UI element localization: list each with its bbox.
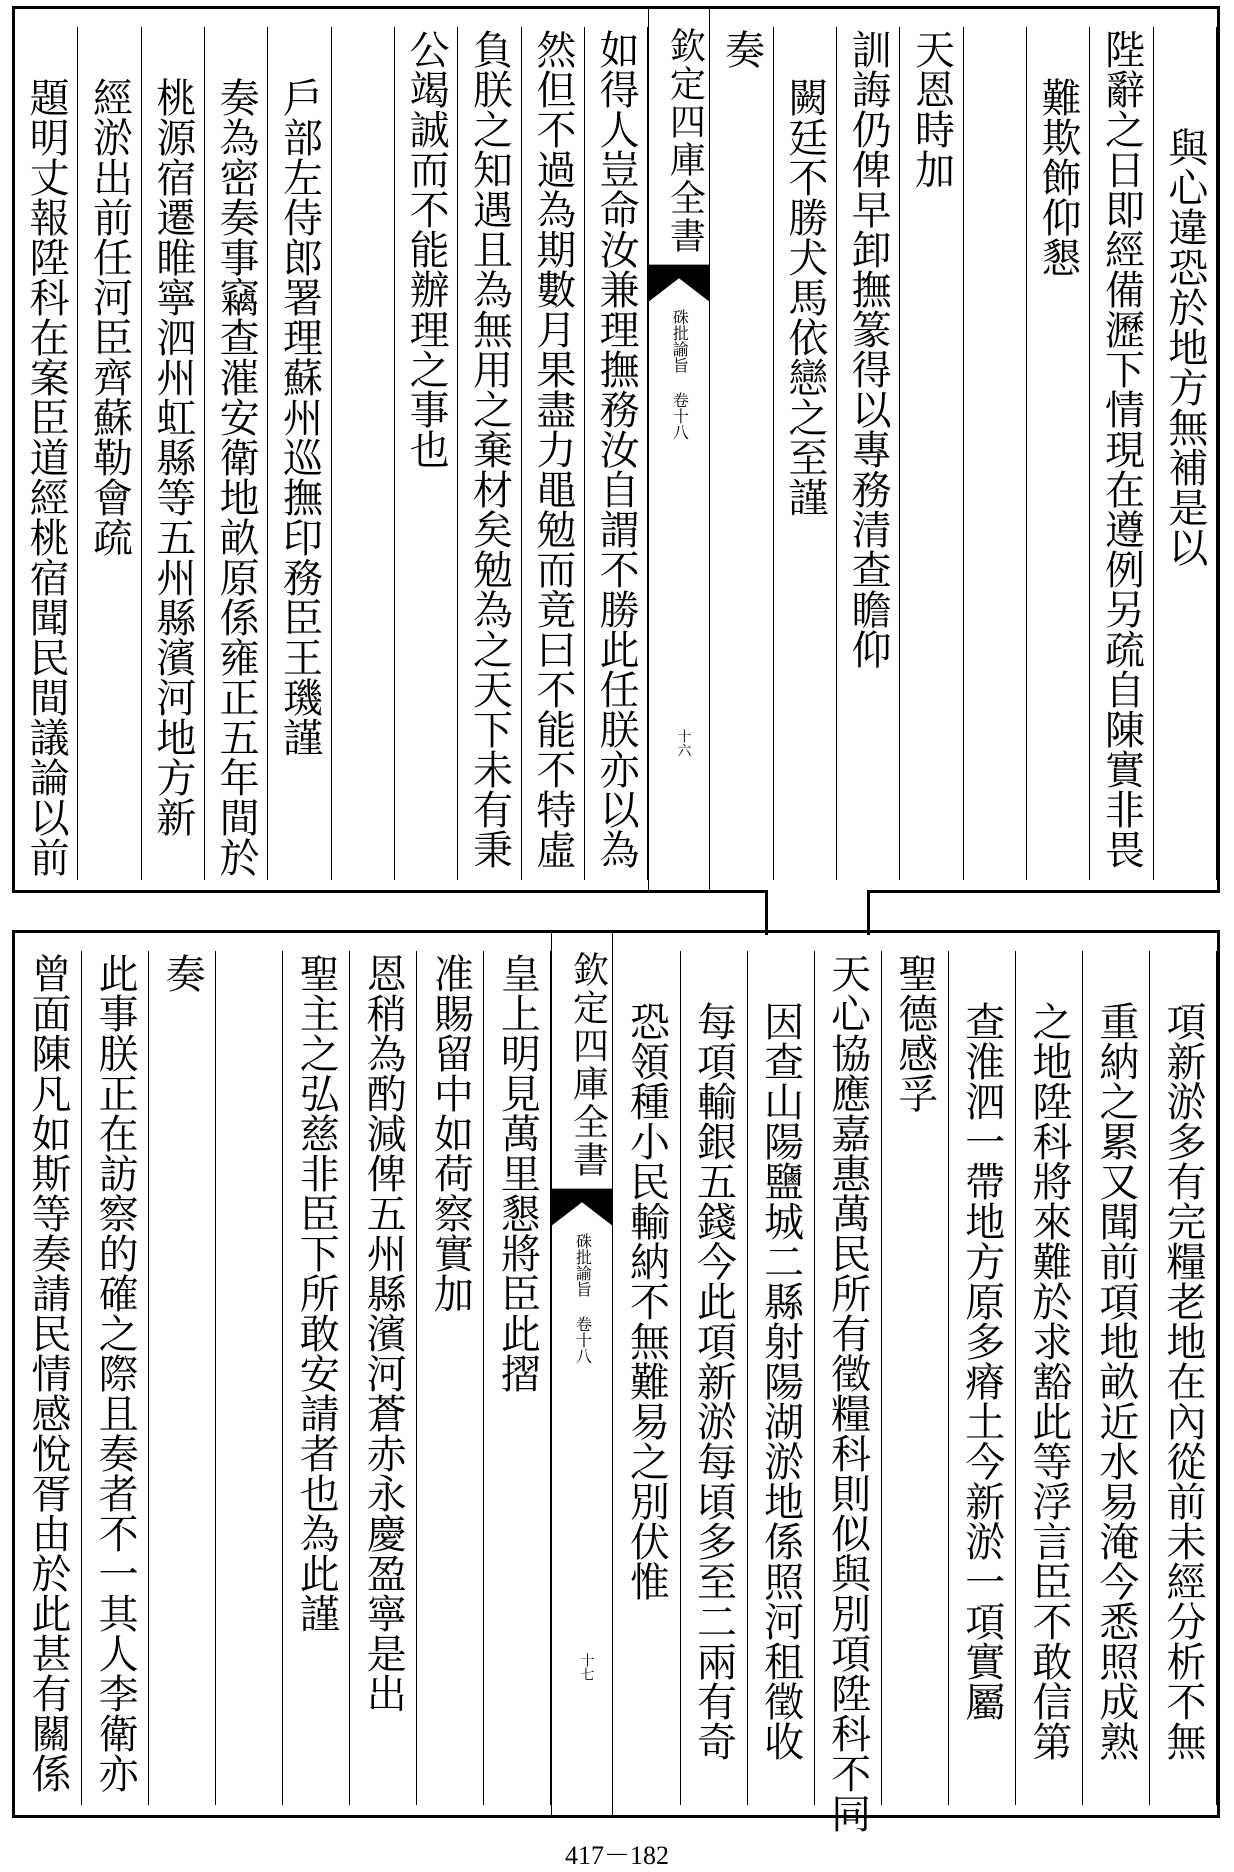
text-column <box>964 27 1027 880</box>
text-column <box>1090 27 1153 880</box>
column-text: 每項輸銀五錢今此項新淤每頃多至二兩有奇 <box>690 1001 737 1761</box>
column-text: 項新淤多有完糧老地在內從前未經分析不無 <box>1159 1001 1206 1761</box>
text-column <box>1154 27 1217 880</box>
text-column <box>205 27 268 880</box>
text-column <box>395 27 458 880</box>
column-text: 與心違恐於地方無補是以 <box>1161 127 1208 567</box>
text-column <box>417 951 484 1805</box>
column-text: 負朕之知遇且為無用之棄材矣勉為之天下未有秉 <box>466 29 513 869</box>
text-column <box>837 27 900 880</box>
text-column <box>882 951 949 1805</box>
bottom-page <box>12 930 1220 1833</box>
text-column <box>484 951 551 1805</box>
column-text: 經淤出前任河臣齊蘇勒會疏 <box>86 77 133 557</box>
column-text: 奏 <box>159 953 206 993</box>
text-column <box>458 27 521 880</box>
column-text: 公竭誠而不能辦理之事也 <box>403 29 450 469</box>
text-column <box>216 951 283 1805</box>
column-text: 准賜留中如荷察實加 <box>427 953 474 1313</box>
column-text: 重納之累又聞前項地畝近水易淹今悉照成熟 <box>1092 1001 1139 1761</box>
text-column <box>283 951 350 1805</box>
column-text: 查淮泗一帶地方原多瘠土今新淤一項實屬 <box>958 1001 1005 1721</box>
column-text: 戶部左侍郎署理蘇州巡撫印務臣王璣謹 <box>276 77 323 757</box>
column-text: 桃源宿遷睢寧泗州虹縣等五州縣濱河地方新 <box>149 77 196 837</box>
column-text: 天心協應嘉惠萬民所有徵糧科則似與別項陞科不同 <box>824 953 871 1833</box>
text-column <box>1150 951 1217 1805</box>
column-text: 陛辭之日即經備瀝下情現在遵例另疏自陳實非畏 <box>1098 29 1145 869</box>
top-page <box>12 6 1220 893</box>
text-column <box>681 951 748 1805</box>
text-column <box>815 951 882 1833</box>
column-text: 曾面陳凡如斯等奏請民情感悅胥由於此甚有關係 <box>25 953 72 1793</box>
text-column <box>15 27 78 880</box>
fish-tail-mark <box>552 1188 612 1228</box>
text-column <box>142 27 205 880</box>
book-title: 欽定四庫全書 <box>664 27 706 255</box>
column-text: 此事朕正在訪察的確之際且奏者不一其人李衛亦 <box>92 953 139 1793</box>
page-number: 417－182 <box>564 1841 669 1870</box>
column-text: 難欺飾仰懇 <box>1035 77 1082 277</box>
text-column <box>268 27 331 880</box>
text-column <box>710 27 773 880</box>
fish-tail-column <box>551 933 613 1815</box>
page-bridge <box>765 890 870 935</box>
column-text: 恩稍為酌減俾五州縣濱河蒼赤永慶盈寧是出 <box>360 953 407 1713</box>
column-text: 奏 <box>718 29 765 69</box>
column-text: 然但不過為期數月果盡力黽勉而竟曰不能不特虛 <box>529 29 576 869</box>
column-text: 奏為密奏事竊查漼安衛地畝原係雍正五年間於 <box>213 77 260 877</box>
text-column <box>774 27 837 880</box>
chapter-title: 硃批諭旨 卷十八 <box>573 1233 593 1364</box>
text-column <box>613 951 680 1805</box>
column-text: 恐領種小民輸納不無難易之別伏惟 <box>623 1001 670 1601</box>
column-text: 因查山陽鹽城二縣射陽湖淤地係照河租徵收 <box>757 1001 804 1761</box>
text-column <box>15 951 82 1805</box>
text-column <box>149 951 216 1805</box>
fish-tail-column <box>648 9 710 890</box>
text-column <box>1083 951 1150 1805</box>
text-column <box>82 951 149 1805</box>
text-column <box>332 27 395 880</box>
leaf-number: 十七 <box>578 1653 595 1681</box>
column-text: 皇上明見萬里懇將臣此摺 <box>494 953 541 1393</box>
text-column <box>1016 951 1083 1805</box>
column-text: 題明丈報陞科在案臣道經桃宿聞民間議論以前 <box>23 77 70 877</box>
column-text: 聖德感孚 <box>891 953 938 1113</box>
text-column <box>748 951 815 1805</box>
column-text: 聖主之弘慈非臣下所敢安請者也為此謹 <box>293 953 340 1633</box>
column-text: 訓誨仍俾早卸撫篆得以專務清查瞻仰 <box>845 29 892 669</box>
text-column <box>522 27 585 880</box>
text-column <box>949 951 1016 1805</box>
column-text: 闕廷不勝犬馬依戀之至謹 <box>781 77 828 517</box>
leaf-number: 十六 <box>675 729 692 757</box>
column-text: 之地陞科將來難於求豁此等浮言臣不敢信第 <box>1025 1001 1072 1761</box>
column-text: 天恩時加 <box>908 29 955 189</box>
text-column <box>900 27 963 880</box>
text-column <box>78 27 141 880</box>
chapter-title: 硃批諭旨 卷十八 <box>670 309 690 440</box>
column-text: 如得人豈命汝兼理撫務汝自謂不勝此任朕亦以為 <box>593 29 640 869</box>
text-column <box>350 951 417 1805</box>
book-title: 欽定四庫全書 <box>567 951 609 1179</box>
text-column <box>585 27 648 880</box>
fish-tail-mark <box>649 264 709 304</box>
text-column <box>1027 27 1090 880</box>
